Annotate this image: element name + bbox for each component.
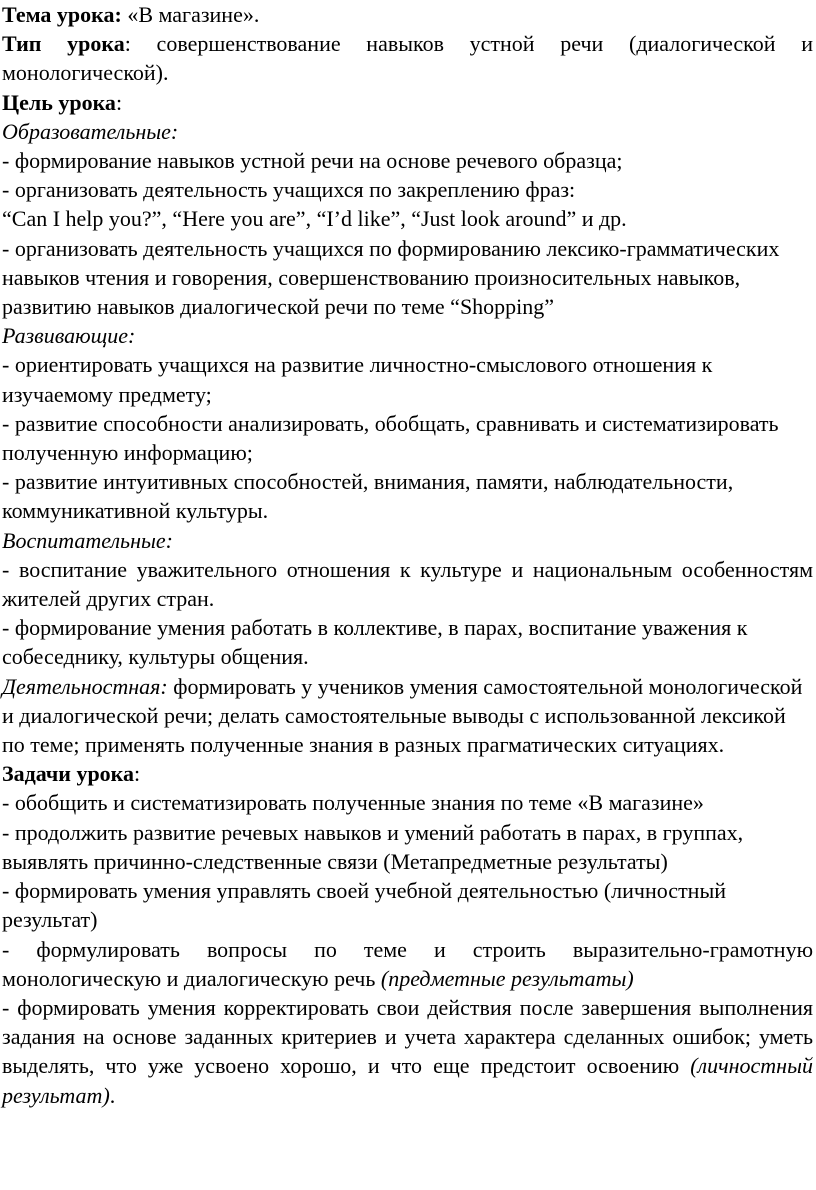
task-item-subject-note: (предметные результаты) [380,965,634,991]
lesson-topic [2,0,813,29]
developing-item: - ориентировать учащихся на развитие личностно-смыслового отношения к изучаемому предмету; [2,352,713,407]
task-item-personal-note: (личностный результат) [2,1053,813,1108]
task-item: - продолжить развитие речевых навыков и умений работать в парах, в группах, выявлять причинно-следственные связи (Метапредметные результаты) [2,819,744,874]
activity-text: формировать у учеников умения самостоятельной монологической и диалогической речи; делать самостоятельные выводы с использованной лексикой по теме; применять полученные знания в разных прагматических ситуациях. [2,673,803,758]
lesson-topic-value: «В магазине». [121,2,260,27]
developing-heading-text: Развивающие: [2,323,136,349]
task-item-personal-text: - формировать умения корректировать свои действия после завершения выполнения задания на основе заданных критериев и учета характера сделанных ошибок; уметь выделять, что уже усвоено хорошо, и что еще предстоит освоению [2,994,813,1079]
lesson-type-label: Тип урока [2,31,125,57]
upbringing-item: - формирование умения работать в коллективе, в парах, воспитание уважения к собеседнику, культуры общения. [2,615,748,670]
tasks-colon: : [134,761,141,787]
educational-heading-text: Образовательные: [2,118,179,144]
developing-item: - развитие способности анализировать, обобщать, сравнивать и систематизировать полученную информацию; [2,410,779,466]
developing-item: - развитие интуитивных способностей, внимания, памяти, наблюдательности, коммуникативной культуры. [2,469,734,524]
activity-goal [2,672,813,760]
activity-heading: Деятельностная: [2,673,168,699]
lesson-goal-label: Цель урока [2,89,116,115]
task-item-subject [2,935,813,993]
upbringing-heading [2,526,813,555]
educational-item: - формирование навыков устной речи на основе речевого образца; [2,148,623,174]
lesson-type [2,29,813,87]
lesson-goal-colon: : [115,89,123,115]
tasks-label: Задачи урока [2,761,135,787]
educational-heading [2,117,813,146]
lesson-type-value: : совершенствование навыков устной речи (диалогической и монологической). [2,31,813,86]
lesson-goal-heading [2,88,813,117]
task-item-subject-text: - формулировать вопросы по теме и строить выразительно-грамотную монологическую и диалогическую речь [2,936,813,991]
upbringing-item: - воспитание уважительного отношения к культуре и национальным особенностям жителей других стран. [2,556,813,612]
educational-item: - организовать деятельность учащихся по закреплению фраз: [2,177,576,203]
upbringing-heading-text: Воспитательные: [2,527,173,553]
task-item-personal [2,993,813,1110]
task-item: - формировать умения управлять своей учебной деятельностью (личностный результат) [2,878,727,933]
tasks-heading [2,759,813,788]
task-item: - обобщить и систематизировать полученные знания по теме «В магазине» [2,790,704,816]
educational-item: “Can I help you?”, “Here you are”, “I’d like”, “Just look around” и др. [2,206,627,232]
lesson-topic-label: Тема урока: [2,2,122,27]
developing-heading [2,321,813,350]
task-item-personal-end: . [109,1082,116,1108]
educational-item: - организовать деятельность учащихся по формированию лексико-грамматических навыков чтения и говорения, совершенствованию произносительных навыков, развитию навыков диалогической речи по теме “Shopping” [2,235,780,320]
